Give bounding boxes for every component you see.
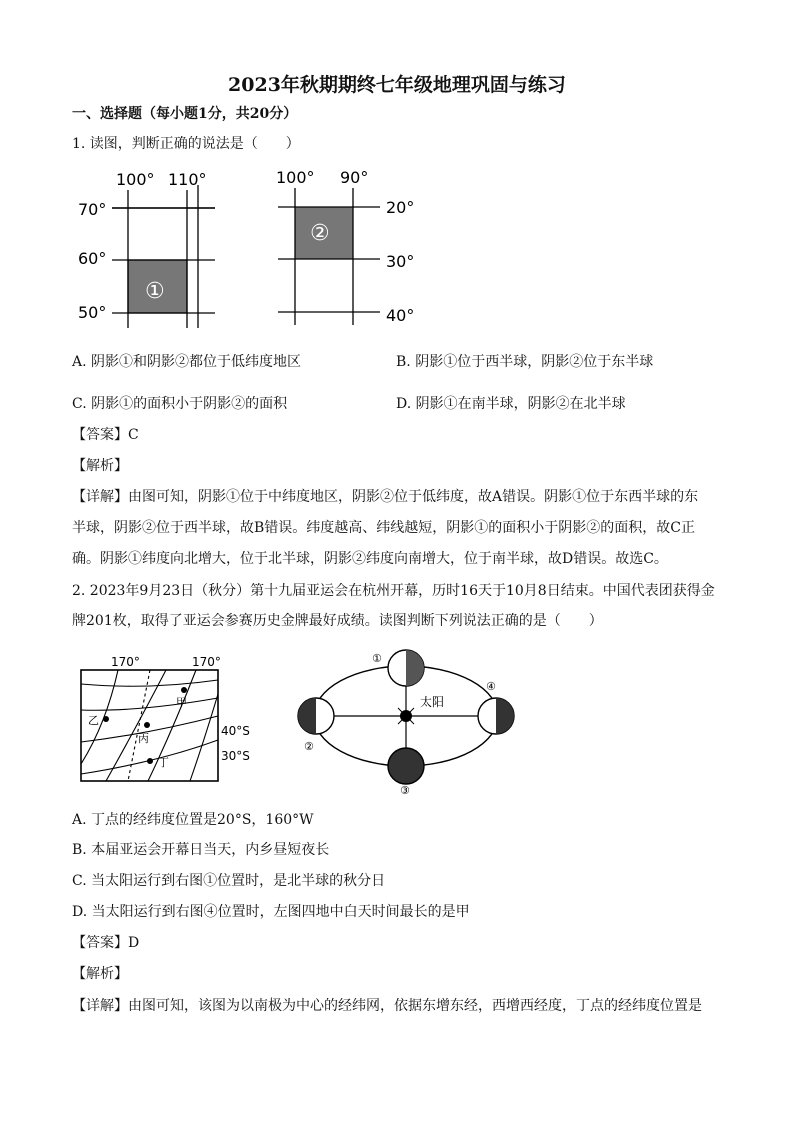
position-4: ④ bbox=[486, 680, 496, 693]
q1-grid-figure-right bbox=[268, 160, 428, 330]
q1-detail-line-3: 确。阴影①纬度向北增大，位于北半球，阴影②纬度向南增大，位于南半球，故D错误。故选C。 bbox=[72, 551, 668, 567]
point-yi: 乙 bbox=[88, 714, 99, 727]
q2-graticule-figure bbox=[78, 654, 278, 788]
shade-2-label: ② bbox=[310, 221, 330, 246]
q1-option-b: B. 阴影①位于西半球，阴影②位于东半球 bbox=[396, 354, 654, 370]
point-bing: 丙 bbox=[138, 732, 149, 745]
detail-text: 由图可知，阴影①位于中纬度地区，阴影②位于低纬度，故A错误。阴影①位于东西半球的东 bbox=[128, 489, 699, 505]
lon-label: 170° bbox=[111, 655, 140, 669]
q1-option-c: C. 阴影①的面积小于阴影②的面积 bbox=[72, 396, 288, 412]
q1-detail-line-2: 半球，阴影②位于西半球，故B错误。纬度越高、纬线越短，阴影①的面积小于阴影②的面积，故C正 bbox=[72, 520, 695, 536]
q2-earth-orbit-figure bbox=[290, 644, 520, 796]
q2-analysis-label: 【解析】 bbox=[72, 966, 128, 982]
q1-detail-line-1 bbox=[72, 487, 698, 507]
lon-label: 170° bbox=[192, 655, 221, 669]
detail-label: 【详解】 bbox=[72, 998, 128, 1014]
lat-label: 20° bbox=[386, 198, 415, 217]
point-ding: 丁 bbox=[158, 756, 169, 769]
q2-option-b: B. 本届亚运会开幕日当天，内乡昼短夜长 bbox=[72, 842, 330, 858]
q1-option-d: D. 阴影①在南半球，阴影②在北半球 bbox=[396, 396, 626, 412]
lat-label: 60° bbox=[78, 249, 107, 268]
lon-label: 90° bbox=[340, 168, 369, 187]
lat-label: 50° bbox=[78, 303, 107, 322]
position-3: ③ bbox=[400, 784, 410, 796]
position-1: ① bbox=[372, 652, 382, 665]
position-2: ② bbox=[304, 740, 314, 753]
q1-grid-figure-left bbox=[70, 160, 250, 332]
q2-answer: 【答案】D bbox=[72, 935, 140, 951]
lat-label: 70° bbox=[78, 200, 107, 219]
q2-detail-line-1 bbox=[72, 996, 702, 1016]
earth-icon bbox=[388, 748, 424, 784]
lon-label: 100° bbox=[116, 170, 155, 189]
section-heading: 一、选择题（每小题1分，共20分） bbox=[72, 106, 298, 122]
q1-analysis-label: 【解析】 bbox=[72, 458, 128, 474]
q2-option-c: C. 当太阳运行到右图①位置时，是北半球的秋分日 bbox=[72, 873, 386, 889]
q1-stem: 1. 读图，判断正确的说法是（ ） bbox=[72, 136, 300, 152]
page-title: 2023年秋期期终七年级地理巩固与练习 bbox=[228, 74, 566, 96]
lat-label: 40° bbox=[386, 306, 415, 325]
q1-answer: 【答案】C bbox=[72, 427, 139, 443]
q1-option-a: A. 阴影①和阴影②都位于低纬度地区 bbox=[72, 354, 302, 370]
lon-label: 100° bbox=[276, 168, 315, 187]
lon-label: 110° bbox=[168, 170, 207, 189]
lat-label: 30° bbox=[386, 252, 415, 271]
q2-stem-line-2: 牌201枚，取得了亚运会参赛历史金牌最好成绩。读图判断下列说法正确的是（ ） bbox=[72, 613, 603, 629]
detail-label: 【详解】 bbox=[72, 489, 128, 505]
q2-option-d: D. 当太阳运行到右图④位置时，左图四地中白天时间最长的是甲 bbox=[72, 904, 470, 920]
lat-label: 30°S bbox=[221, 749, 250, 763]
q2-option-a: A. 丁点的经纬度位置是20°S，160°W bbox=[72, 812, 314, 828]
detail-text: 由图可知，该图为以南极为中心的经纬网，依据东增东经，西增西经度，丁点的经纬度位置是 bbox=[128, 998, 702, 1014]
point-jia: 甲 bbox=[176, 696, 187, 709]
sun-label: 太阳 bbox=[420, 695, 445, 709]
q2-stem-line-1: 2. 2023年9月23日（秋分）第十九届亚运会在杭州开幕，历时16天于10月8日结束。中国代表团获得金 bbox=[72, 583, 715, 599]
shade-1-label: ① bbox=[145, 279, 165, 304]
lat-label: 40°S bbox=[221, 724, 250, 738]
